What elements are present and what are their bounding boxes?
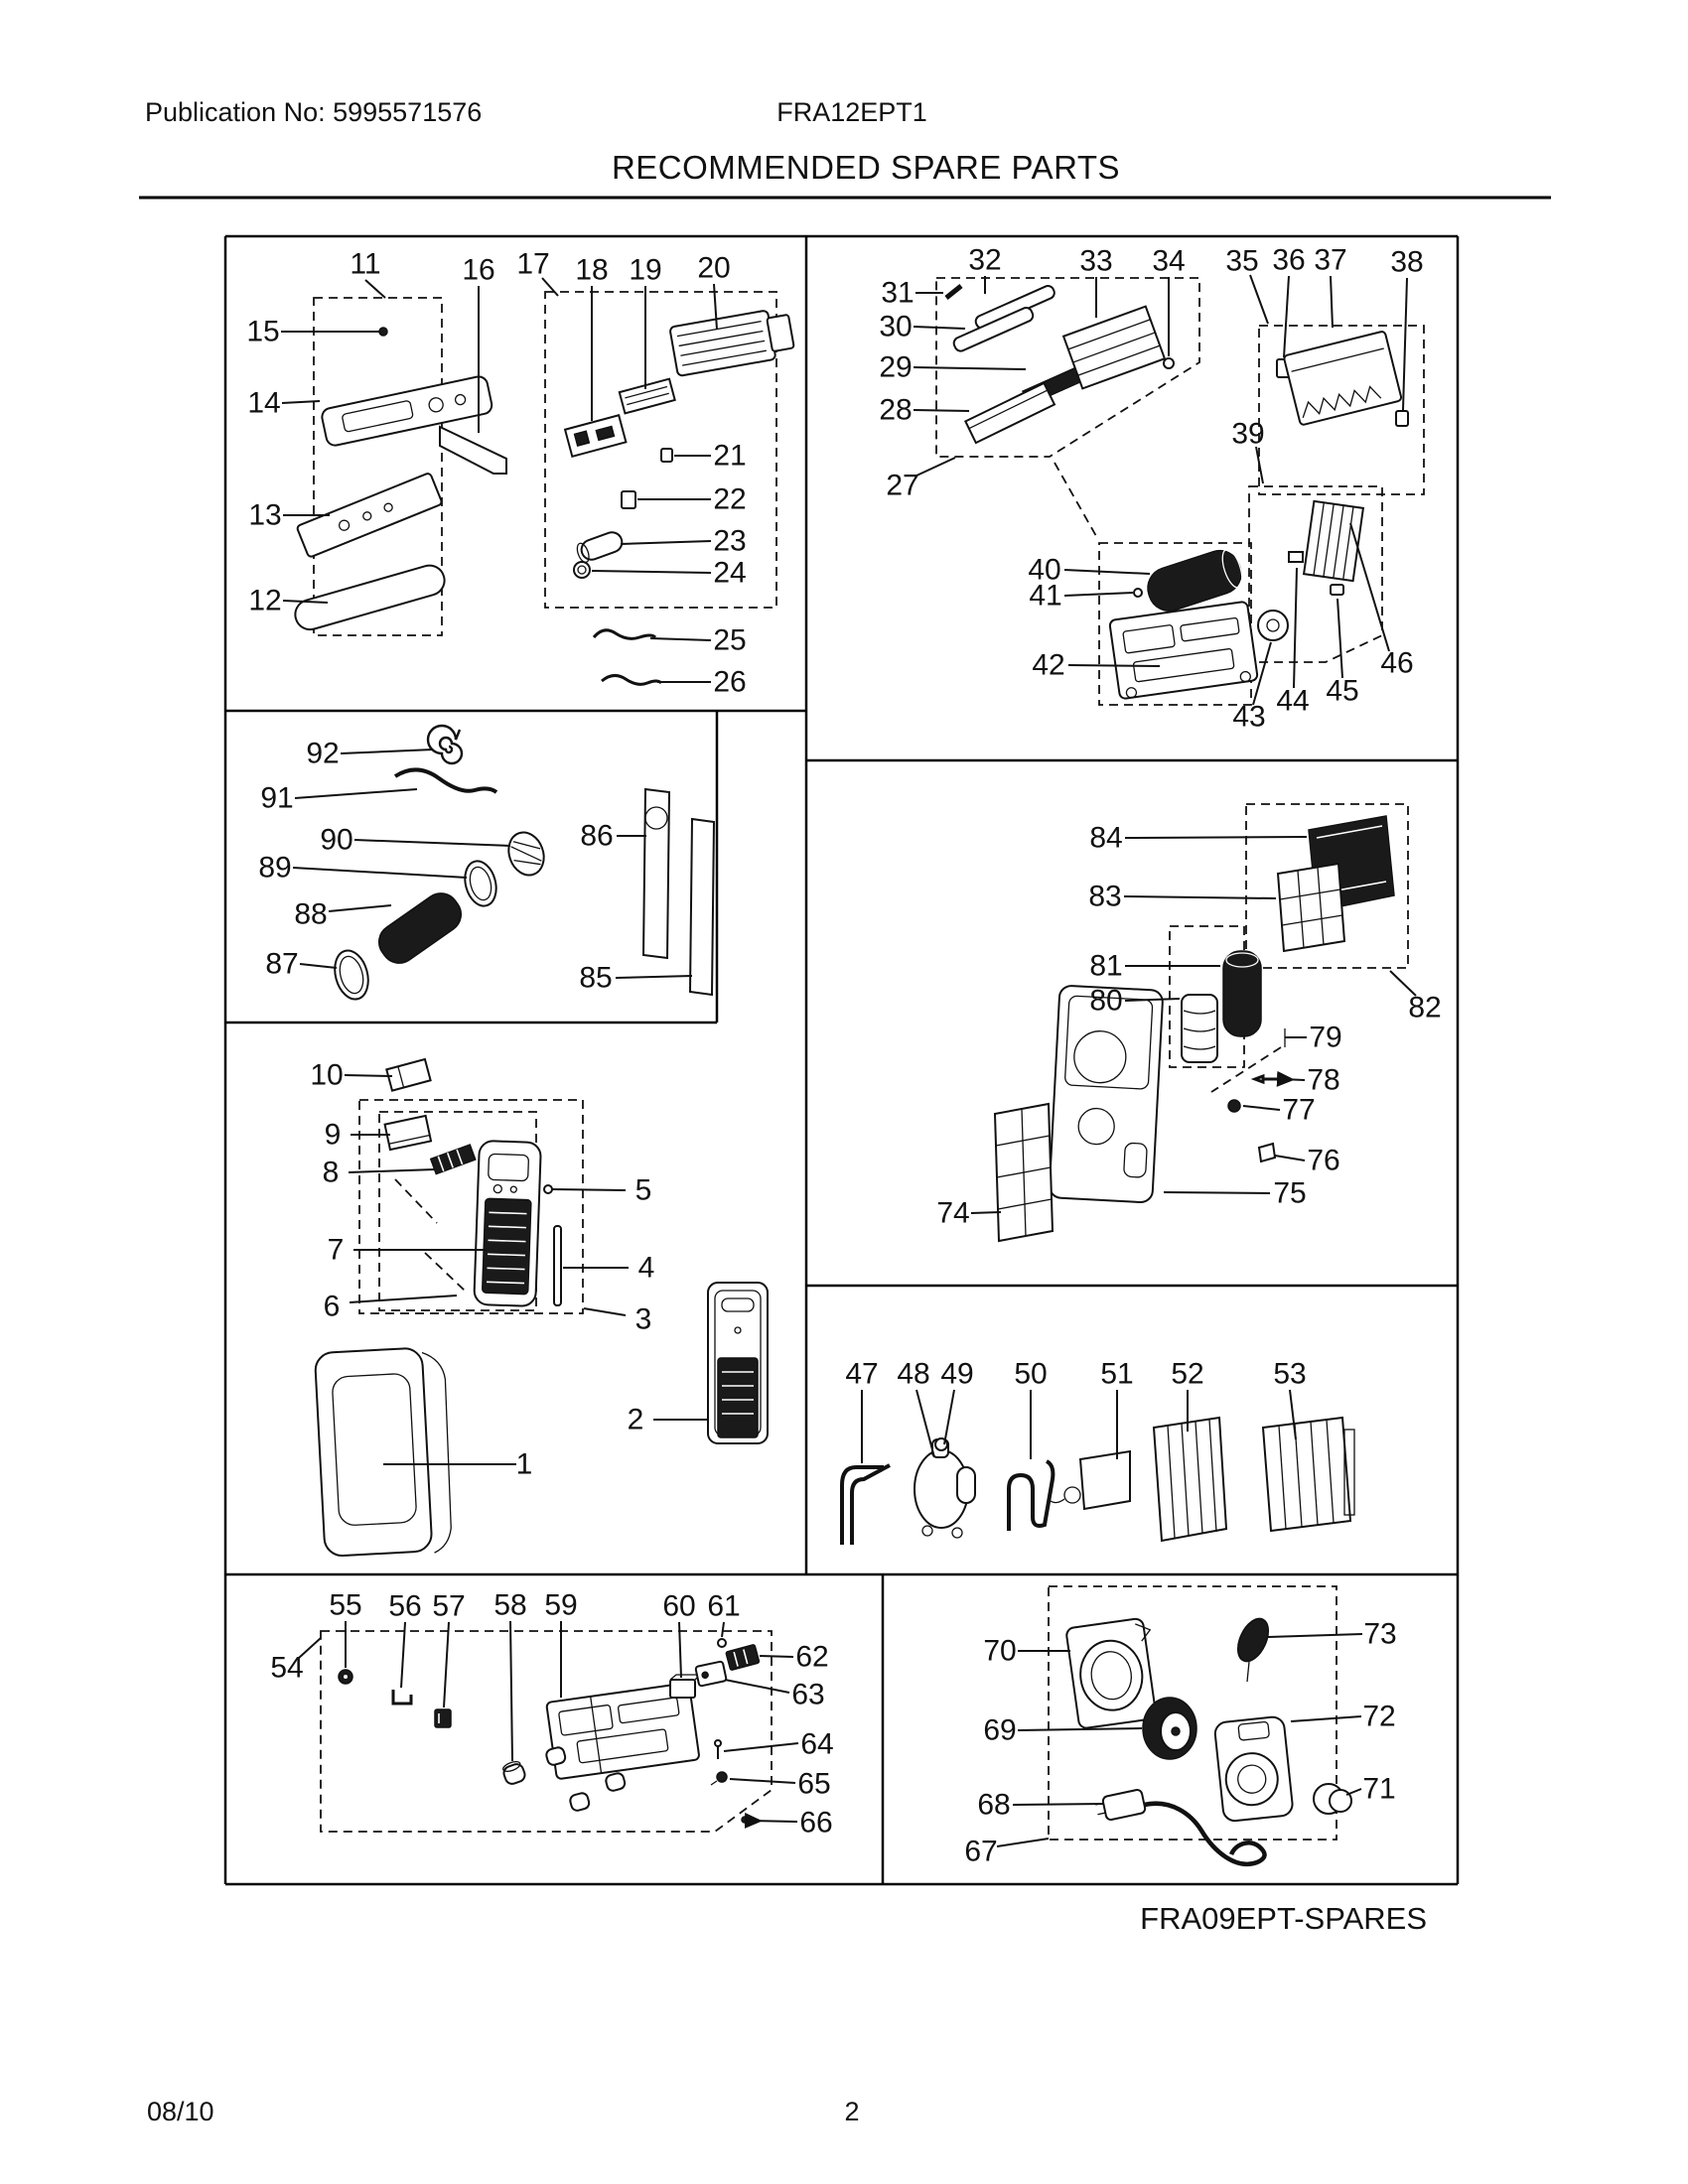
leader-line-66 (749, 1821, 797, 1822)
callout-66: 66 (799, 1806, 833, 1840)
part-64-screw (715, 1740, 721, 1759)
part-66-pin (742, 1817, 748, 1823)
callout-40: 40 (1028, 553, 1061, 587)
leader-line-90 (354, 840, 510, 846)
part-42-base-pan (1109, 602, 1258, 700)
callout-91: 91 (260, 781, 294, 815)
part-1-front-cover (315, 1346, 455, 1559)
callout-10: 10 (310, 1058, 344, 1092)
leader-line-44 (1294, 568, 1297, 688)
callout-28: 28 (879, 393, 913, 427)
callout-72: 72 (1362, 1700, 1396, 1733)
leader-line-74 (971, 1212, 1001, 1213)
callout-8: 8 (322, 1156, 340, 1189)
callout-83: 83 (1088, 880, 1122, 913)
callout-18: 18 (575, 253, 609, 287)
callout-36: 36 (1272, 243, 1306, 277)
callout-35: 35 (1225, 244, 1259, 278)
page-title: RECOMMENDED SPARE PARTS (611, 149, 1121, 186)
part-87-hose-collar (330, 947, 373, 1004)
part-18-pcb (565, 415, 626, 457)
leader-line-3 (584, 1308, 626, 1315)
part-48-compressor (914, 1439, 975, 1538)
leader-line-30 (914, 327, 965, 329)
leader-line-91 (295, 789, 417, 798)
callout-90: 90 (320, 823, 353, 857)
leader-line-67 (997, 1839, 1049, 1846)
callout-24: 24 (713, 556, 747, 590)
part-14-control-panel (321, 375, 493, 448)
callout-56: 56 (388, 1589, 422, 1623)
callout-11: 11 (350, 247, 381, 281)
callout-69: 69 (983, 1713, 1017, 1747)
part-7-front-panel (474, 1141, 541, 1306)
part-46-heat-exchanger (1304, 501, 1363, 581)
part-92-spring (428, 726, 462, 763)
footer-date: 08/10 (147, 2097, 214, 2126)
callout-81: 81 (1089, 949, 1123, 983)
leader-line-77 (1243, 1106, 1280, 1110)
part-60-cord-holder (670, 1675, 700, 1698)
callout-16: 16 (462, 253, 495, 287)
leader-line-48 (916, 1390, 934, 1457)
leader-line-25 (650, 638, 711, 640)
part-74-filter-frame (995, 1104, 1053, 1241)
leader-line-88 (329, 905, 391, 911)
part-25-wire (594, 630, 655, 639)
callout-55: 55 (329, 1588, 362, 1622)
part-34-screw (1164, 358, 1174, 368)
leader-line-5 (552, 1189, 626, 1190)
callout-79: 79 (1309, 1021, 1342, 1054)
leader-line-76 (1275, 1156, 1305, 1160)
callout-43: 43 (1232, 700, 1266, 734)
callout-62: 62 (795, 1640, 829, 1674)
callout-84: 84 (1089, 821, 1123, 855)
part-8-vent-grille (431, 1145, 476, 1173)
callout-85: 85 (579, 961, 613, 995)
leader-line-28 (914, 410, 969, 411)
part-73-fan-blade (1231, 1614, 1274, 1667)
leader-line-57 (444, 1622, 449, 1707)
dashed-group-boxes (314, 278, 1424, 1840)
callout-3: 3 (634, 1302, 652, 1336)
model-number: FRA12EPT1 (776, 97, 927, 127)
leader-line-46 (1350, 523, 1389, 651)
callout-67: 67 (964, 1835, 998, 1868)
callout-12: 12 (248, 584, 282, 617)
callout-5: 5 (634, 1173, 652, 1207)
part-83-filter-frame (1278, 864, 1344, 951)
leader-line-89 (293, 868, 467, 878)
part-80-louver (1182, 995, 1217, 1062)
part-24-nut (574, 562, 590, 578)
part-88-exhaust-hose (372, 887, 469, 970)
parts-cooling-section (842, 1418, 1354, 1545)
parts-middle-left-section (330, 726, 714, 1003)
part-78-screw (1255, 1076, 1277, 1082)
callout-51: 51 (1100, 1357, 1134, 1391)
part-28-channel (965, 383, 1055, 443)
callout-48: 48 (897, 1357, 930, 1391)
part-44-bracket (1289, 552, 1303, 562)
group-box-54 (321, 1631, 772, 1832)
part-62-terminal-block (726, 1644, 760, 1670)
leader-line-8 (349, 1169, 435, 1172)
callout-47: 47 (845, 1357, 879, 1391)
callout-54: 54 (270, 1651, 304, 1685)
callout-6: 6 (323, 1290, 341, 1323)
callout-30: 30 (879, 310, 913, 343)
part-86-window-slider (643, 789, 669, 958)
callout-49: 49 (940, 1357, 974, 1391)
leader-line-68 (1013, 1804, 1104, 1805)
part-77-grommet (1228, 1100, 1240, 1112)
part-52-evaporator (1154, 1418, 1226, 1541)
part-26-wire (602, 675, 661, 684)
part-63-relay (695, 1661, 727, 1686)
callout-27: 27 (886, 469, 919, 502)
leader-line-42 (1068, 665, 1160, 666)
callout-22: 22 (713, 482, 747, 516)
part-59-caster-c (605, 1772, 627, 1792)
callout-46: 46 (1380, 646, 1414, 680)
callout-39: 39 (1231, 417, 1265, 451)
callout-33: 33 (1079, 244, 1113, 278)
part-65-clip (711, 1772, 727, 1785)
leader-line-61 (722, 1622, 724, 1637)
footer-page-number: 2 (844, 2097, 860, 2126)
leader-line-45 (1337, 599, 1342, 678)
callout-13: 13 (248, 498, 282, 532)
callout-45: 45 (1326, 674, 1359, 708)
callout-50: 50 (1014, 1357, 1048, 1391)
leader-line-40 (1064, 570, 1150, 574)
part-90-mesh-cap (503, 828, 550, 881)
leader-line-23 (621, 541, 711, 544)
leader-line-73 (1268, 1634, 1362, 1637)
callout-71: 71 (1362, 1772, 1396, 1806)
callout-20: 20 (697, 251, 731, 285)
leader-line-11 (365, 280, 385, 298)
leader-line-62 (760, 1656, 793, 1657)
callout-14: 14 (247, 386, 281, 420)
callout-52: 52 (1171, 1357, 1204, 1391)
part-2-rear-grille (708, 1283, 768, 1443)
leader-line-6 (350, 1296, 457, 1302)
leader-line-38 (1403, 278, 1407, 410)
leader-line-85 (616, 976, 692, 978)
callout-53: 53 (1273, 1357, 1307, 1391)
callout-19: 19 (629, 253, 662, 287)
part-19-grille-insert (620, 379, 675, 414)
leader-line-87 (300, 964, 337, 968)
part-45-clip (1331, 585, 1343, 595)
part-9-cover (385, 1116, 431, 1150)
callout-65: 65 (797, 1767, 831, 1801)
callout-74: 74 (936, 1196, 970, 1230)
callout-44: 44 (1276, 684, 1310, 718)
callout-42: 42 (1032, 648, 1065, 682)
callout-82: 82 (1408, 991, 1442, 1024)
callout-15: 15 (246, 315, 280, 348)
callout-63: 63 (791, 1678, 825, 1711)
callout-77: 77 (1282, 1093, 1316, 1127)
part-57-switch (435, 1709, 451, 1727)
part-12-trim-panel (292, 562, 448, 633)
leader-line-72 (1291, 1716, 1361, 1721)
callout-9: 9 (324, 1118, 342, 1152)
part-56-clip (393, 1690, 411, 1704)
callout-76: 76 (1307, 1144, 1340, 1177)
callout-7: 7 (327, 1233, 345, 1267)
part-59-caster-b (569, 1792, 591, 1812)
part-89-hose-ring (461, 858, 501, 909)
callout-41: 41 (1029, 579, 1062, 613)
leader-line-58 (510, 1621, 512, 1761)
part-47-tubing (842, 1465, 890, 1545)
callout-25: 25 (713, 623, 747, 657)
callout-59: 59 (544, 1588, 578, 1622)
callout-88: 88 (294, 897, 328, 931)
callout-1: 1 (515, 1447, 533, 1481)
part-16-trim (440, 427, 506, 474)
leader-line-71 (1346, 1789, 1361, 1795)
part-53-condenser (1263, 1418, 1354, 1531)
part-33-louver-assembly (1063, 307, 1165, 389)
part-85-window-slider (690, 819, 714, 995)
part-69-fan-wheel (1143, 1698, 1196, 1759)
part-4-filter-rail (554, 1226, 561, 1305)
leader-line-78 (1281, 1079, 1305, 1080)
callout-64: 64 (800, 1727, 834, 1761)
part-5-screw (544, 1185, 552, 1193)
callout-31: 31 (881, 276, 914, 310)
callout-57: 57 (432, 1589, 466, 1623)
callout-89: 89 (258, 851, 292, 885)
leader-line-24 (592, 571, 711, 573)
part-37-shroud-assembly (1284, 331, 1402, 425)
callout-23: 23 (713, 524, 747, 558)
callout-86: 86 (580, 819, 614, 853)
callout-2: 2 (627, 1403, 644, 1436)
callout-61: 61 (707, 1589, 741, 1623)
part-51-sensor-bracket (1051, 1451, 1130, 1509)
callout-32: 32 (968, 243, 1002, 277)
leader-line-10 (345, 1075, 392, 1076)
callout-38: 38 (1390, 245, 1424, 279)
part-50-suction-tube (1009, 1461, 1053, 1531)
part-71-motor (1314, 1784, 1351, 1814)
callout-21: 21 (713, 439, 747, 473)
part-76-clip (1259, 1144, 1275, 1161)
part-72-blower-housing (1214, 1716, 1294, 1823)
callout-73: 73 (1363, 1617, 1397, 1651)
callout-68: 68 (977, 1788, 1011, 1822)
callout-87: 87 (265, 947, 299, 981)
part-81-carbon-filter (1223, 951, 1261, 1036)
leader-line-65 (730, 1779, 795, 1783)
callout-92: 92 (306, 737, 340, 770)
callout-4: 4 (637, 1251, 655, 1285)
leader-line-92 (341, 750, 433, 753)
parts-bottom-right-section (1065, 1614, 1351, 1864)
variant-label: FRA09EPT-SPARES (1140, 1901, 1427, 1936)
part-31-blade (946, 286, 961, 298)
callout-58: 58 (493, 1588, 527, 1622)
part-61-screw (718, 1639, 726, 1647)
part-75-back-panel (1049, 985, 1163, 1202)
callout-34: 34 (1152, 244, 1186, 278)
leader-line-27 (914, 458, 955, 477)
leader-line-37 (1331, 276, 1333, 328)
callout-70: 70 (983, 1634, 1017, 1668)
callout-75: 75 (1273, 1176, 1307, 1210)
callout-80: 80 (1089, 984, 1123, 1018)
callout-17: 17 (516, 247, 550, 281)
leader-line-83 (1124, 896, 1276, 898)
part-10-handle (386, 1059, 430, 1091)
publication-number: Publication No: 5995571576 (145, 97, 483, 127)
leader-line-75 (1164, 1192, 1270, 1193)
leader-line-36 (1284, 276, 1289, 357)
leader-line-29 (914, 367, 1026, 369)
leader-line-49 (944, 1390, 954, 1444)
part-38-bracket (1396, 411, 1408, 426)
callout-26: 26 (713, 665, 747, 699)
callout-37: 37 (1314, 243, 1347, 277)
part-21-clip (661, 449, 672, 462)
part-43-motor (1258, 611, 1288, 640)
leader-line-84 (1125, 837, 1307, 838)
part-23-capacitor (575, 529, 625, 564)
leader-line-63 (725, 1680, 789, 1693)
callout-29: 29 (879, 350, 913, 384)
part-58-caster (500, 1759, 526, 1786)
part-22-clip (622, 491, 635, 508)
callout-78: 78 (1307, 1063, 1340, 1097)
leader-line-64 (724, 1743, 798, 1751)
callout-60: 60 (662, 1589, 696, 1623)
part-15-sensor (379, 328, 387, 336)
parts-top-right-section (946, 284, 1408, 699)
part-41-screw (1134, 589, 1142, 597)
leader-line-35 (1250, 275, 1268, 324)
leader-line-41 (1064, 593, 1133, 596)
leader-line-69 (1018, 1728, 1142, 1730)
